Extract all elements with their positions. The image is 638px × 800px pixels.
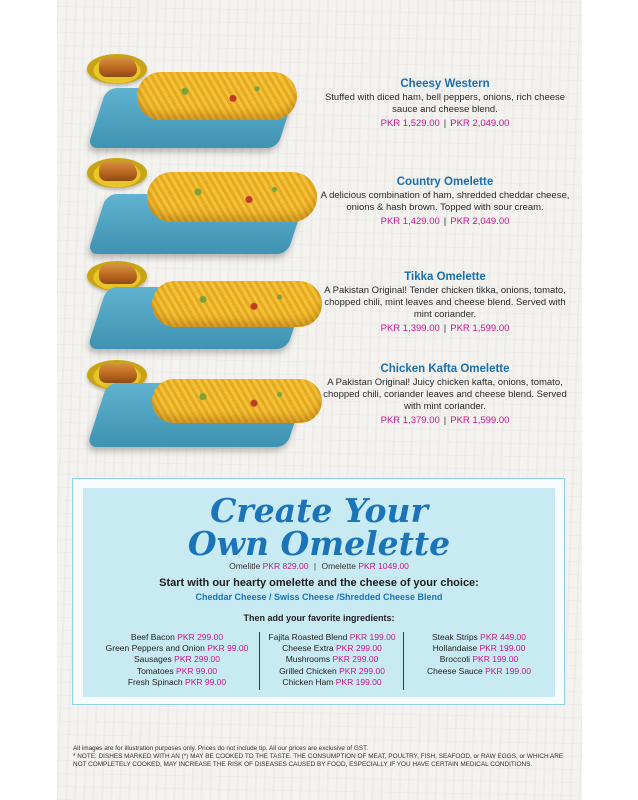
ingredient-name: Green Peppers and Onion: [105, 643, 205, 654]
side-bread-plate-image: [87, 158, 147, 188]
ingredient-item: [406, 654, 552, 665]
ingredient-price: PKR 449.00: [480, 632, 527, 642]
ingredient-price: PKR 199.00: [485, 665, 531, 676]
ingredient-item: [262, 666, 402, 677]
ingredient-name: Fresh Spinach: [127, 676, 183, 687]
dish-description: Stuffed with diced ham, bell peppers, onions, rich cheese sauce and cheese blend.: [324, 92, 566, 115]
dish-chicken-kafta-omelette: [57, 355, 582, 450]
ingredient-name: Beef Bacon: [130, 632, 175, 642]
dish-tikka-omelette: [57, 255, 582, 350]
dish-description: A delicious combination of ham, shredded cheddar cheese, onions & hash brown. Topped with sour cream.: [320, 190, 570, 213]
omelitle-label: Omelitle: [229, 561, 261, 571]
ingredient-item: [96, 643, 258, 654]
price-separator: |: [443, 216, 447, 227]
ingredient-name: Sausages: [133, 654, 172, 665]
ingredient-price: PKR 99.00: [207, 643, 249, 654]
dish-name: Chicken Kafta Omelette: [380, 363, 510, 375]
column-divider: [403, 632, 404, 690]
base-prices: [83, 561, 555, 571]
dish-price: [320, 415, 570, 426]
omelette-image: [152, 379, 322, 423]
ingredient-price: PKR 299.00: [339, 665, 385, 676]
omelette-image: [152, 281, 322, 327]
omelette-price: PKR 1049.00: [358, 561, 409, 571]
ingredient-item: [262, 632, 402, 643]
column-divider: [259, 632, 260, 690]
ingredient-item: [262, 677, 402, 688]
price-large: PKR 2,049.00: [450, 118, 510, 129]
omelette-image: [147, 172, 317, 222]
footnote-warning: * NOTE: DISHES MARKED WITH AN (*) MAY BE COOKED TO THE TASTE. THE CONSUMPTION OF MEAT, POULTRY, FISH, SEAFOOD, or RAW EGGS, or WHICH ARE: [73, 753, 564, 760]
ingredients-column-2: [262, 632, 402, 688]
ingredient-price: PKR 99.00: [176, 665, 218, 676]
ingredient-item: [406, 666, 552, 677]
ingredient-item: [96, 677, 258, 688]
price-large: PKR 1,599.00: [450, 415, 510, 426]
omelette-label: Omelette: [321, 561, 356, 571]
dish-description: A Pakistan Original! Tender chicken tikka, onions, tomato, chopped chili, mint leaves and cheese blend. Served with mint coriander.: [324, 285, 566, 320]
ingredient-name: Broccoli: [439, 654, 470, 665]
ingredient-price: PKR 299.00: [332, 654, 379, 665]
ingredient-price: PKR 199.00: [472, 654, 519, 665]
ingredient-item: [96, 654, 258, 665]
ingredient-name: Tomatoes: [136, 665, 174, 676]
ingredient-name: Chicken Ham: [282, 676, 334, 687]
ingredient-name: Mushrooms: [285, 654, 331, 665]
ingredient-item: [96, 666, 258, 677]
ingredient-item: [96, 632, 258, 643]
ingredient-item: [406, 632, 552, 643]
omelette-image: [137, 72, 297, 120]
ingredient-price: PKR 99.00: [185, 676, 227, 687]
dish-price: [320, 118, 570, 129]
ingredient-name: Cheese Extra: [282, 643, 334, 654]
ingredient-name: Hollandaise: [432, 643, 478, 654]
create-title-line2: Own Omelette: [187, 524, 451, 563]
price-large: PKR 2,049.00: [450, 216, 510, 227]
ingredient-item: [406, 643, 552, 654]
create-title-line1: Create Your: [210, 491, 428, 530]
price-separator: |: [443, 118, 447, 129]
price-regular: PKR 1,399.00: [380, 323, 440, 334]
ingredients-column-3: [406, 632, 552, 677]
ingredients-column-1: [96, 632, 258, 688]
ingredient-item: [262, 643, 402, 654]
footnote-disclaimer: All images are for illustration purposes only. Prices do not include tip. All our prices are exclusive of GST.: [73, 745, 369, 752]
omelitle-price: PKR 829.00: [262, 561, 309, 571]
ingredient-price: PKR 199.00: [349, 632, 396, 642]
ingredient-price: PKR 199.00: [335, 676, 382, 687]
price-large: PKR 1,599.00: [450, 323, 510, 334]
dish-country-omelette: [57, 150, 582, 240]
ingredient-name: Cheese Sauce: [427, 665, 483, 676]
price-regular: PKR 1,429.00: [380, 216, 440, 227]
dish-name: Country Omelette: [396, 176, 494, 188]
side-bread-plate-image: [87, 54, 147, 84]
ingredient-price: PKR 199.00: [479, 643, 526, 654]
ingredient-name: Fajita Roasted Blend: [268, 632, 348, 642]
price-regular: PKR 1,529.00: [380, 118, 440, 129]
price-separator: |: [313, 561, 317, 571]
dish-cheesy-western: [57, 50, 582, 135]
price-regular: PKR 1,379.00: [380, 415, 440, 426]
footnote-warning-cont: NOT COMPLETELY COOKED, MAY INCREASE THE RISK OF DISEASES CAUSED BY FOOD, ESPECIALLY IF YOU HAVE CERTAIN MEDICAL CONDITIONS.: [73, 761, 533, 768]
ingredient-name: Grilled Chicken: [279, 665, 337, 676]
price-separator: |: [443, 323, 447, 334]
cheese-options: Cheddar Cheese / Swiss Cheese /Shredded Cheese Blend: [195, 592, 443, 602]
ingredient-item: [262, 654, 402, 665]
dish-description: A Pakistan Original! Juicy chicken kafta, onions, tomato, chopped chili, coriander leaves and cheese blend. Served with mint coriander.: [323, 377, 567, 412]
ingredient-name: Steak Strips: [431, 632, 478, 642]
dish-price: [320, 216, 570, 227]
dish-name: Tikka Omelette: [404, 271, 486, 283]
price-separator: |: [443, 415, 447, 426]
dish-name: Cheesy Western: [400, 78, 490, 90]
ingredient-price: PKR 299.00: [177, 632, 224, 642]
ingredient-price: PKR 299.00: [174, 654, 221, 665]
dish-price: [320, 323, 570, 334]
ingredient-price: PKR 299.00: [336, 643, 382, 654]
start-instruction: Start with our hearty omelette and the cheese of your choice:: [159, 577, 479, 589]
ingredients-heading: Then add your favorite ingredients:: [243, 613, 395, 623]
